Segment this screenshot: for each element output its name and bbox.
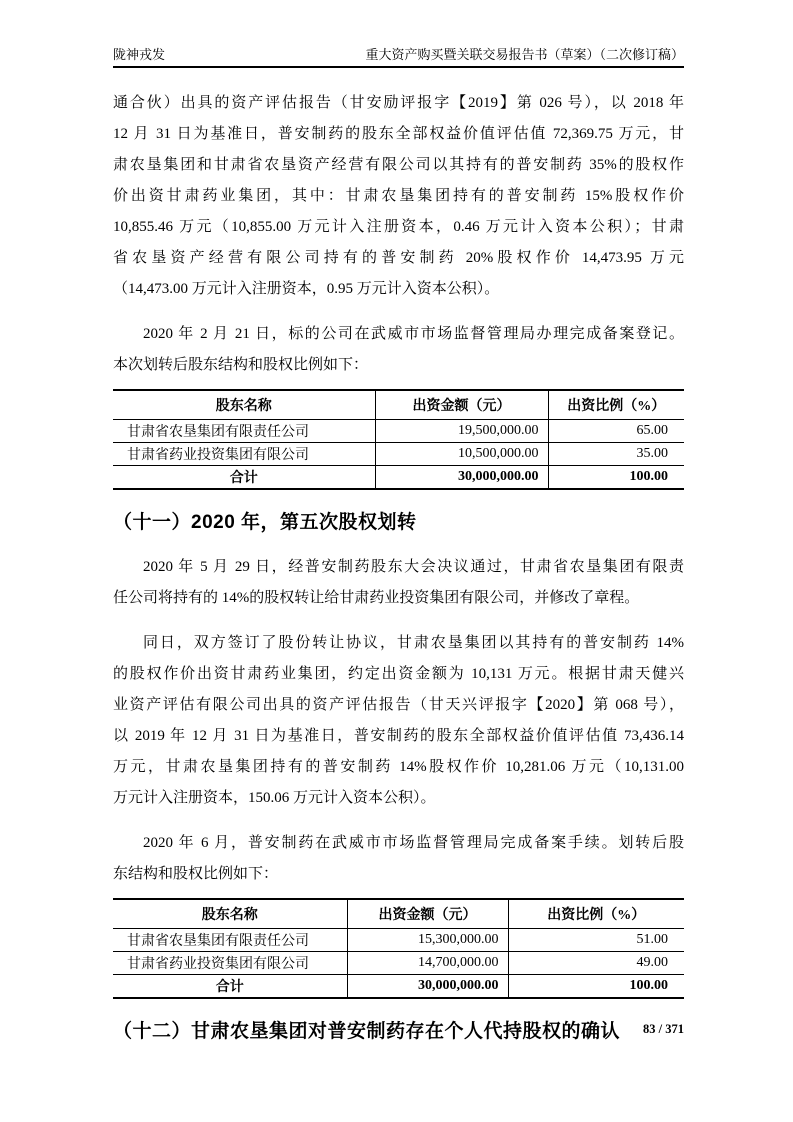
- paragraph-line: 12 月 31 日为基准日，普安制药的股东全部权益价值评估值 72,369.75 万元，甘: [113, 126, 684, 142]
- table-cell: 甘肃省药业投资集团有限公司: [113, 951, 347, 974]
- table-cell: 100.00: [508, 974, 684, 998]
- shareholder-table: [113, 389, 684, 490]
- paragraph-line: 2020 年 6 月，普安制药在武威市市场监督管理局完成备案手续。划转后股: [143, 835, 684, 851]
- table-cell: 15,300,000.00: [347, 928, 508, 951]
- table-cell: 合计: [113, 465, 375, 489]
- table-cell: 10,500,000.00: [375, 442, 548, 465]
- table-cell: 65.00: [548, 419, 684, 442]
- table-row: [113, 928, 684, 951]
- table-cell: 14,700,000.00: [347, 951, 508, 974]
- table-cell: 51.00: [508, 928, 684, 951]
- paragraph-line: 10,855.46 万元（10,855.00 万元计入注册资本，0.46 万元计入资本公积）；甘肃: [113, 219, 684, 235]
- paragraph-line: 以 2019 年 12 月 31 日为基准日，普安制药的股东全部权益价值评估值 73,436.14: [113, 728, 684, 744]
- table-header-cell: 股东名称: [113, 899, 347, 928]
- section-heading: （十一）2020 年，第五次股权划转: [113, 512, 417, 533]
- document-body: [113, 88, 684, 1047]
- paragraph: [113, 628, 684, 814]
- paragraph-line: 2020 年 5 月 29 日，经普安制药股东大会决议通过，甘肃省农垦集团有限责: [143, 559, 684, 575]
- paragraph-line: 万元计入注册资本，150.06 万元计入资本公积）。: [113, 790, 436, 806]
- table-cell: 合计: [113, 974, 347, 998]
- page-header: [113, 46, 684, 68]
- header-company-name: 陇神戎发: [113, 47, 166, 62]
- table-row: [113, 951, 684, 974]
- paragraph-line: 的股权作价出资甘肃药业集团，约定出资金额为 10,131 万元。根据甘肃天健兴: [113, 666, 684, 682]
- paragraph: [113, 828, 684, 890]
- paragraph-line: 任公司将持有的 14%的股权转让给甘肃药业投资集团有限公司，并修改了章程。: [113, 590, 640, 606]
- table-cell: 35.00: [548, 442, 684, 465]
- table-header-cell: 出资金额（元）: [375, 390, 548, 419]
- table-cell: 19,500,000.00: [375, 419, 548, 442]
- table-cell: 30,000,000.00: [347, 974, 508, 998]
- header-report-title: 重大资产购买暨关联交易报告书（草案）（二次修订稿）: [365, 47, 684, 62]
- paragraph-line: 通合伙）出具的资产评估报告（甘安励评报字【2019】第 026 号），以 2018 年: [113, 95, 684, 111]
- table-row-header: [113, 899, 684, 928]
- paragraph-line: 省农垦资产经营有限公司持有的普安制药 20%股权作价 14,473.95 万元: [113, 250, 684, 266]
- paragraph: [113, 552, 684, 614]
- paragraph-line: 2020 年 2 月 21 日，标的公司在武威市市场监督管理局办理完成备案登记。: [143, 326, 684, 342]
- shareholder-table: [113, 898, 684, 999]
- table-row: [113, 419, 684, 442]
- table-row-header: [113, 390, 684, 419]
- table-row: [113, 442, 684, 465]
- table-cell: 甘肃省农垦集团有限责任公司: [113, 419, 375, 442]
- paragraph-line: 东结构和股权比例如下：: [113, 866, 279, 882]
- table-header-cell: 出资比例（%）: [548, 390, 684, 419]
- table-cell: 30,000,000.00: [375, 465, 548, 489]
- paragraph-line: 同日，双方签订了股份转让协议，甘肃农垦集团以其持有的普安制药 14%: [143, 635, 684, 651]
- paragraph: [113, 88, 684, 305]
- table-row-total: [113, 465, 684, 489]
- paragraph-line: 万元，甘肃农垦集团持有的普安制药 14%股权作价 10,281.06 万元（10,131.00: [113, 759, 684, 775]
- page-footer: [113, 1022, 684, 1037]
- paragraph-line: 价出资甘肃药业集团，其中：甘肃农垦集团持有的普安制药 15%股权作价: [113, 188, 684, 204]
- table-row-total: [113, 974, 684, 998]
- table-cell: 49.00: [508, 951, 684, 974]
- table-cell: 甘肃省农垦集团有限责任公司: [113, 928, 347, 951]
- paragraph: [113, 319, 684, 381]
- table-cell: 100.00: [548, 465, 684, 489]
- paragraph-line: （14,473.00 万元计入注册资本，0.95 万元计入资本公积）。: [113, 281, 500, 297]
- table-header-cell: 股东名称: [113, 390, 375, 419]
- section-heading: （十二）甘肃农垦集团对普安制药存在个人代持股权的确认: [113, 1021, 621, 1042]
- table-header-cell: 出资金额（元）: [347, 899, 508, 928]
- paragraph-line: 肃农垦集团和甘肃省农垦资产经营有限公司以其持有的普安制药 35%的股权作: [113, 157, 684, 173]
- table-cell: 甘肃省药业投资集团有限公司: [113, 442, 375, 465]
- paragraph-line: 业资产评估有限公司出具的资产评估报告（甘天兴评报字【2020】第 068 号），: [113, 697, 684, 713]
- page-number: 83 / 371: [643, 1022, 684, 1036]
- table-header-cell: 出资比例（%）: [508, 899, 684, 928]
- paragraph-line: 本次划转后股东结构和股权比例如下：: [113, 357, 369, 373]
